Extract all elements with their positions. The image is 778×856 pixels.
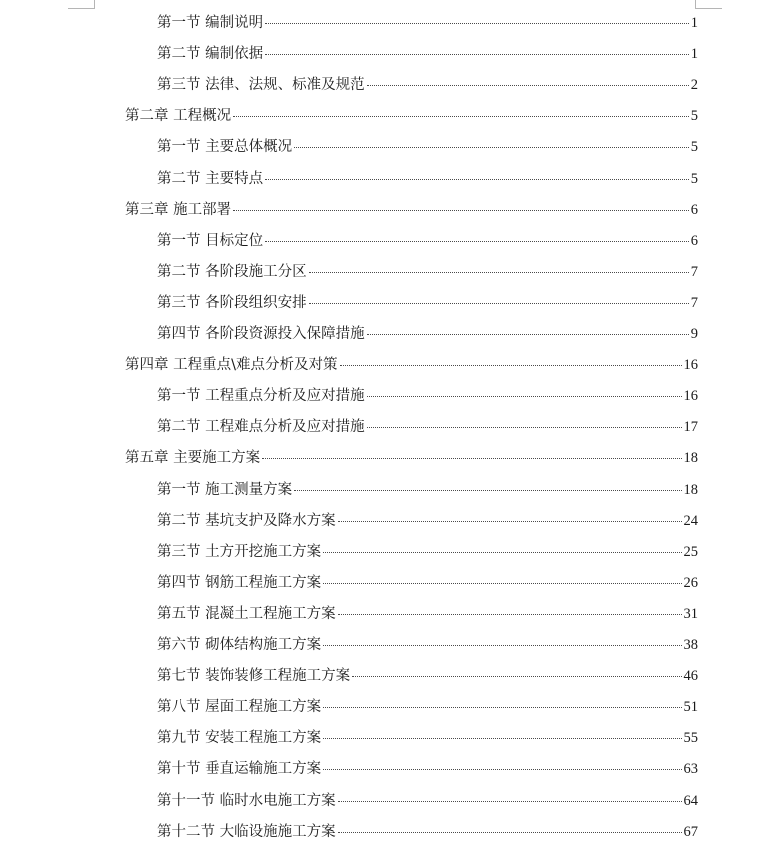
toc-entry-title: 第八节 屋面工程施工方案 (157, 699, 322, 716)
toc-entry-section[interactable] (157, 603, 698, 625)
toc-page-number: 46 (683, 668, 698, 685)
toc-dot-leader (323, 583, 681, 584)
toc-dot-leader (323, 738, 681, 739)
toc-entry-section[interactable] (157, 665, 698, 687)
toc-page-number: 67 (683, 823, 698, 840)
page-corner-mark-left (68, 0, 95, 9)
toc-entry-title: 第四节 钢筋工程施工方案 (157, 574, 322, 591)
toc-dot-leader (323, 769, 681, 770)
toc-entry-title: 第五章 主要施工方案 (125, 450, 261, 467)
toc-page-number: 6 (690, 201, 698, 218)
toc-page-number: 5 (690, 139, 698, 156)
toc-dot-leader (233, 116, 689, 117)
toc-entry-section[interactable] (157, 323, 698, 345)
toc-entry-title: 第四章 工程重点\难点分析及对策 (125, 357, 338, 374)
toc-page-number: 38 (683, 637, 698, 653)
toc-page-number: 1 (690, 46, 698, 63)
toc-page-number: 9 (690, 326, 698, 342)
toc-entry-title: 第一节 主要总体概况 (157, 139, 293, 156)
toc-entry-title: 第十二节 大临设施施工方案 (157, 823, 336, 840)
toc-entry-title: 第二节 编制依据 (157, 46, 264, 63)
toc-entry-title: 第一节 编制说明 (157, 15, 264, 31)
toc-dot-leader (265, 23, 689, 24)
toc-page-number: 6 (690, 232, 698, 249)
toc-entry-title: 第三节 法律、法规、标准及规范 (157, 77, 365, 94)
toc-entry-title: 第七节 装饰装修工程施工方案 (157, 668, 351, 685)
toc-entry-title: 第二节 工程难点分析及应对措施 (157, 419, 365, 436)
toc-dot-leader (323, 645, 681, 646)
toc-page-number: 2 (690, 77, 698, 94)
toc-entry-section[interactable] (157, 790, 698, 812)
toc-entry-section[interactable] (157, 541, 698, 563)
toc-dot-leader (367, 334, 689, 335)
toc-dot-leader (309, 303, 689, 304)
toc-entry-section[interactable] (157, 696, 698, 718)
toc-page-number: 26 (683, 574, 698, 591)
toc-page-number: 64 (683, 792, 698, 809)
toc-dot-leader (265, 54, 689, 55)
toc-entry-section[interactable] (157, 136, 698, 158)
toc-entry-title: 第十一节 临时水电施工方案 (157, 792, 336, 809)
toc-entry-title: 第一节 工程重点分析及应对措施 (157, 388, 365, 405)
toc-entry-section[interactable] (157, 168, 698, 190)
toc-entry-title: 第二节 各阶段施工分区 (157, 263, 307, 280)
toc-page-number: 7 (690, 263, 698, 280)
toc-entry-section[interactable] (157, 510, 698, 532)
toc-entry-title: 第二章 工程概况 (125, 108, 232, 125)
toc-dot-leader (338, 521, 682, 522)
toc-page-number: 51 (683, 699, 698, 716)
toc-dot-leader (323, 552, 681, 553)
toc-entry-title: 第二节 基坑支护及降水方案 (157, 512, 336, 529)
toc-page-number: 5 (690, 108, 698, 125)
toc-entry-section[interactable] (157, 385, 698, 407)
toc-dot-leader (233, 210, 689, 211)
toc-page-number: 18 (683, 481, 698, 498)
toc-entry-section[interactable] (157, 821, 698, 843)
toc-entry-section[interactable] (157, 758, 698, 780)
toc-entry-title: 第十节 垂直运输施工方案 (157, 761, 322, 778)
toc-dot-leader (352, 676, 681, 677)
toc-entry-title: 第一节 施工测量方案 (157, 481, 293, 498)
toc-entry-title: 第三章 施工部署 (125, 201, 232, 218)
toc-dot-leader (338, 614, 682, 615)
toc-page-number: 16 (683, 357, 698, 374)
toc-page-number: 1 (690, 15, 698, 31)
toc-dot-leader (338, 801, 682, 802)
toc-dot-leader (265, 179, 689, 180)
toc-entry-section[interactable] (157, 479, 698, 501)
toc-entry-title: 第五节 混凝土工程施工方案 (157, 605, 336, 622)
toc-entry-title: 第九节 安装工程施工方案 (157, 730, 322, 747)
toc-entry-section[interactable] (157, 416, 698, 438)
toc-entry-section[interactable] (157, 261, 698, 283)
toc-entry-section[interactable] (157, 74, 698, 96)
toc-entry-section[interactable] (157, 634, 698, 656)
toc-entry-chapter[interactable] (125, 354, 698, 376)
toc-dot-leader (265, 241, 689, 242)
toc-dot-leader (309, 272, 689, 273)
toc-page-number: 63 (683, 761, 698, 778)
toc-entry-title: 第一节 目标定位 (157, 232, 264, 249)
toc-entry-title: 第四节 各阶段资源投入保障措施 (157, 326, 365, 342)
toc-dot-leader (367, 85, 689, 86)
toc-entry-section[interactable] (157, 43, 698, 65)
toc-dot-leader (340, 365, 682, 366)
toc-page-number: 24 (683, 512, 698, 529)
toc-dot-leader (294, 490, 681, 491)
toc-entry-title: 第六节 砌体结构施工方案 (157, 637, 322, 653)
toc-entry-chapter[interactable] (125, 105, 698, 127)
toc-dot-leader (338, 832, 682, 833)
toc-dot-leader (367, 427, 682, 428)
toc-page-number: 18 (683, 450, 698, 467)
toc-dot-leader (367, 396, 682, 397)
toc-page-number: 17 (683, 419, 698, 436)
toc-entry-chapter[interactable] (125, 447, 698, 469)
toc-page-number: 16 (683, 388, 698, 405)
toc-entry-chapter[interactable] (125, 199, 698, 221)
toc-entry-section[interactable] (157, 727, 698, 749)
page-corner-mark-right (695, 0, 722, 9)
toc-entry-section[interactable] (157, 12, 698, 34)
toc-dot-leader (323, 707, 681, 708)
toc-page-number: 31 (683, 605, 698, 622)
toc-entry-title: 第二节 主要特点 (157, 170, 264, 187)
toc-page-number: 5 (690, 170, 698, 187)
toc-entry-title: 第三节 土方开挖施工方案 (157, 543, 322, 560)
toc-entry-section[interactable] (157, 292, 698, 314)
toc-entry-section[interactable] (157, 230, 698, 252)
toc-dot-leader (294, 147, 689, 148)
toc-dot-leader (262, 458, 681, 459)
toc-page-number: 55 (683, 730, 698, 747)
toc-entry-section[interactable] (157, 572, 698, 594)
toc-page-number: 7 (690, 294, 698, 311)
toc-page-number: 25 (683, 543, 698, 560)
toc-entry-title: 第三节 各阶段组织安排 (157, 294, 307, 311)
